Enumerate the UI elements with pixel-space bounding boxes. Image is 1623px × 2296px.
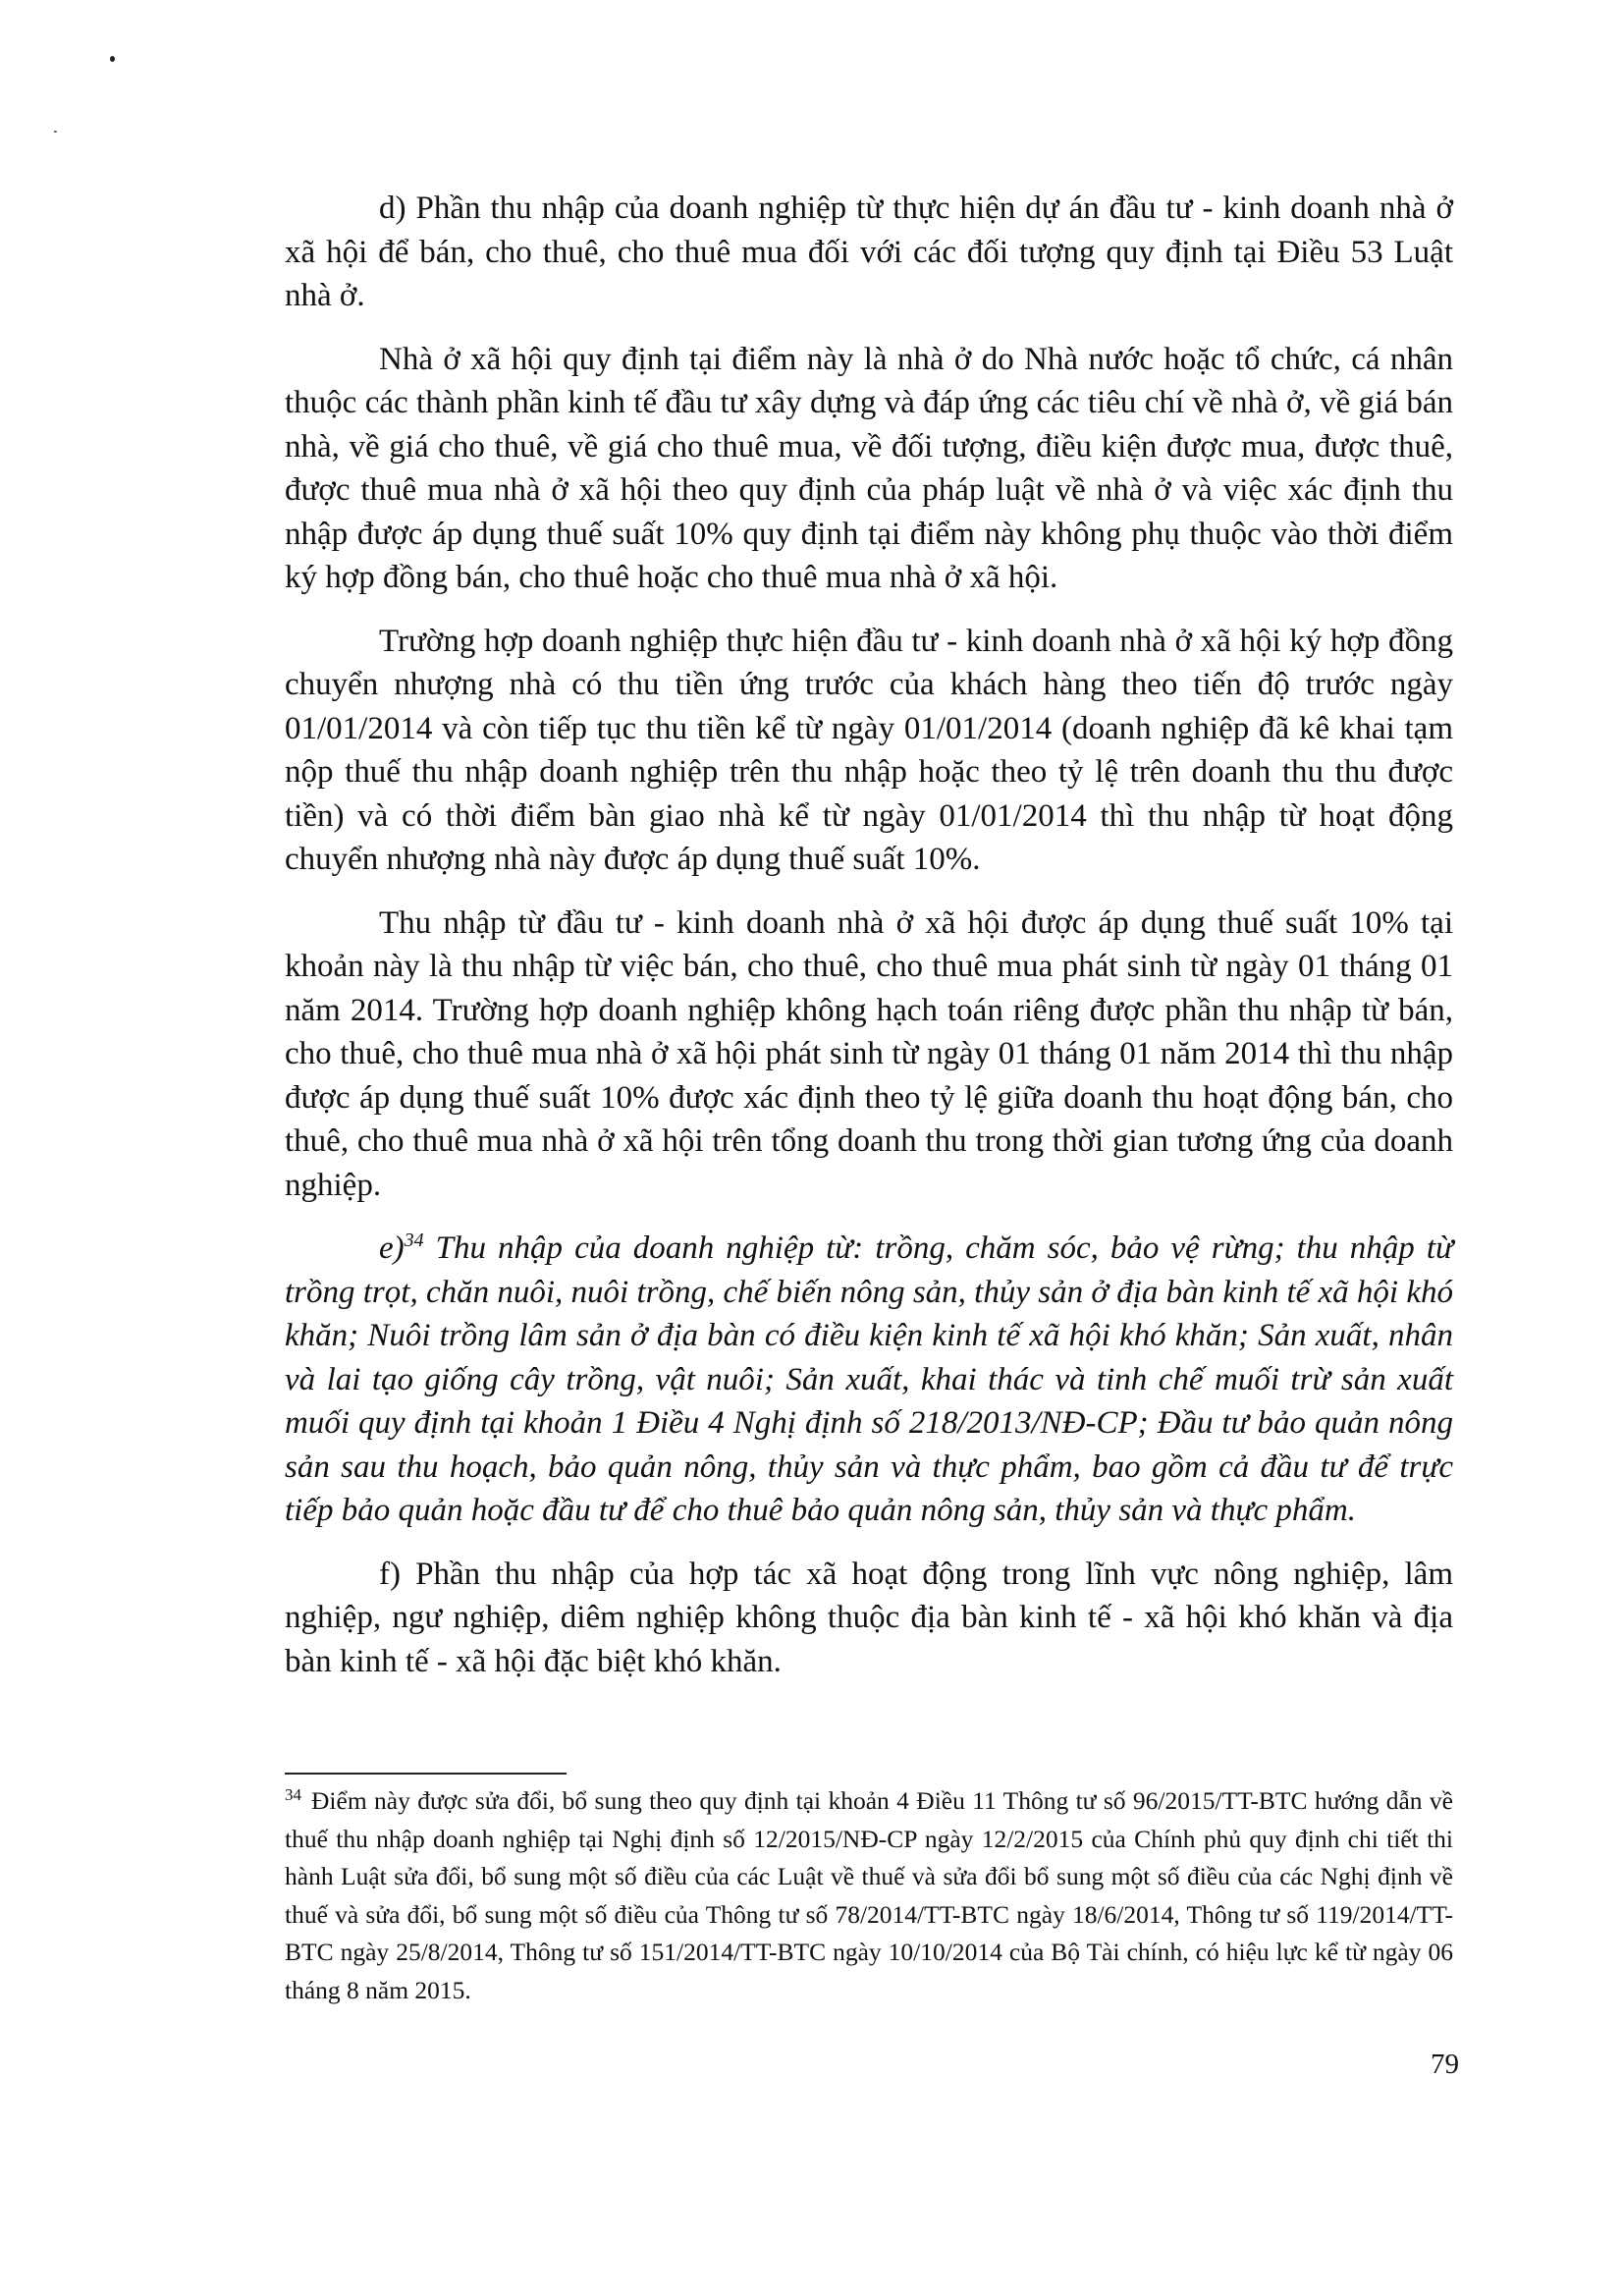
paragraph-e bbox=[285, 1227, 1453, 1533]
paragraph-social-housing-definition: Nhà ở xã hội quy định tại điểm này là nhà ở do Nhà nước hoặc tổ chức, cá nhân thuộc các thành phần kinh tế đầu tư xây dựng và đáp ứng các tiêu chí về nhà ở, về giá bán nhà, về giá cho thuê, về giá cho thuê mua, về đối tượng, điều kiện được mua, được thuê, được thuê mua nhà ở xã hội theo quy định của pháp luật về nhà ở và việc xác định thu nhập được áp dụng thuế suất 10% quy định tại điểm này không phụ thuộc vào thời điểm ký hợp đồng bán, cho thuê hoặc cho thuê mua nhà ở xã hội. bbox=[285, 341, 1453, 595]
paragraph-income-rate-rule: Thu nhập từ đầu tư - kinh doanh nhà ở xã hội được áp dụng thuế suất 10% tại khoản này là thu nhập từ việc bán, cho thuê, cho thuê mua phát sinh từ ngày 01 tháng 01 năm 2014. Trường hợp doanh nghiệp không hạch toán riêng được phần thu nhập từ bán, cho thuê, cho thuê mua nhà ở xã hội phát sinh từ ngày 01 tháng 01 năm 2014 thì thu nhập được áp dụng thuế suất 10% được xác định theo tỷ lệ giữa doanh thu hoạt động bán, cho thuê, cho thuê mua nhà ở xã hội trên tổng doanh thu trong thời gian tương ứng của doanh nghiệp. bbox=[285, 904, 1453, 1203]
paragraph-d: d) Phần thu nhập của doanh nghiệp từ thực hiện dự án đầu tư - kinh doanh nhà ở xã hội để bán, cho thuê, cho thuê mua đối với các đối tượng quy định tại Điều 53 Luật nhà ở. bbox=[285, 191, 1453, 313]
document-body bbox=[285, 187, 1453, 1683]
footnote bbox=[285, 1782, 1453, 2009]
footnote-reference[interactable]: 34 bbox=[404, 1230, 424, 1251]
scan-speck bbox=[110, 56, 115, 62]
footnote-number: 34 bbox=[285, 1784, 301, 1804]
paragraph-e-label: e) bbox=[379, 1230, 405, 1266]
paragraph-e-text: Thu nhập của doanh nghiệp từ: trồng, chăm sóc, bảo vệ rừng; thu nhập từ trồng trọt, chăn nuôi, nuôi trồng, chế biến nông sản, thủy sản ở địa bàn kinh tế xã hội khó khăn; Nuôi trồng lâm sản ở địa bàn có điều kiện kinh tế xã hội khó khăn; Sản xuất, nhân và lai tạo giống cây trồng, vật nuôi; Sản xuất, khai thác và tinh chế muối trừ sản xuất muối quy định tại khoản 1 Điều 4 Nghị định số 218/2013/NĐ-CP; Đầu tư bảo quản nông sản sau thu hoạch, bảo quản nông, thủy sản và thực phẩm, bao gồm cả đầu tư để trực tiếp bảo quản hoặc đầu tư để cho thuê bảo quản nông sản, thủy sản và thực phẩm. bbox=[285, 1230, 1453, 1528]
page-number: 79 bbox=[1431, 2049, 1459, 2080]
paragraph-transfer-contract-case: Trường hợp doanh nghiệp thực hiện đầu tư - kinh doanh nhà ở xã hội ký hợp đồng chuyển nhượng nhà có thu tiền ứng trước của khách hàng theo tiến độ trước ngày 01/01/2014 và còn tiếp tục thu tiền kể từ ngày 01/01/2014 (doanh nghiệp đã kê khai tạm nộp thuế thu nhập doanh nghiệp trên thu nhập hoặc theo tỷ lệ trên doanh thu thu được tiền) và có thời điểm bàn giao nhà kể từ ngày 01/01/2014 thì thu nhập từ hoạt động chuyển nhượng nhà này được áp dụng thuế suất 10%. bbox=[285, 623, 1453, 877]
scan-mark bbox=[54, 131, 57, 133]
footnote-divider bbox=[285, 1773, 567, 1775]
footnote-text: Điểm này được sửa đổi, bổ sung theo quy định tại khoản 4 Điều 11 Thông tư số 96/2015/TT-BTC hướng dẫn về thuế thu nhập doanh nghiệp tại Nghị định số 12/2015/NĐ-CP ngày 12/2/2015 của Chính phủ quy định chi tiết thi hành Luật sửa đổi, bổ sung một số điều của các Luật về thuế và sửa đổi bổ sung một số điều của các Nghị định về thuế và sửa đổi, bổ sung một số điều của Thông tư số 78/2014/TT-BTC ngày 18/6/2014, Thông tư số 119/2014/TT-BTC ngày 25/8/2014, Thông tư số 151/2014/TT-BTC ngày 10/10/2014 của Bộ Tài chính, có hiệu lực kể từ ngày 06 tháng 8 năm 2015. bbox=[285, 1786, 1453, 2004]
paragraph-f: f) Phần thu nhập của hợp tác xã hoạt động trong lĩnh vực nông nghiệp, lâm nghiệp, ngư nghiệp, diêm nghiệp không thuộc địa bàn kinh tế - xã hội khó khăn và địa bàn kinh tế - xã hội đặc biệt khó khăn. bbox=[285, 1556, 1453, 1679]
